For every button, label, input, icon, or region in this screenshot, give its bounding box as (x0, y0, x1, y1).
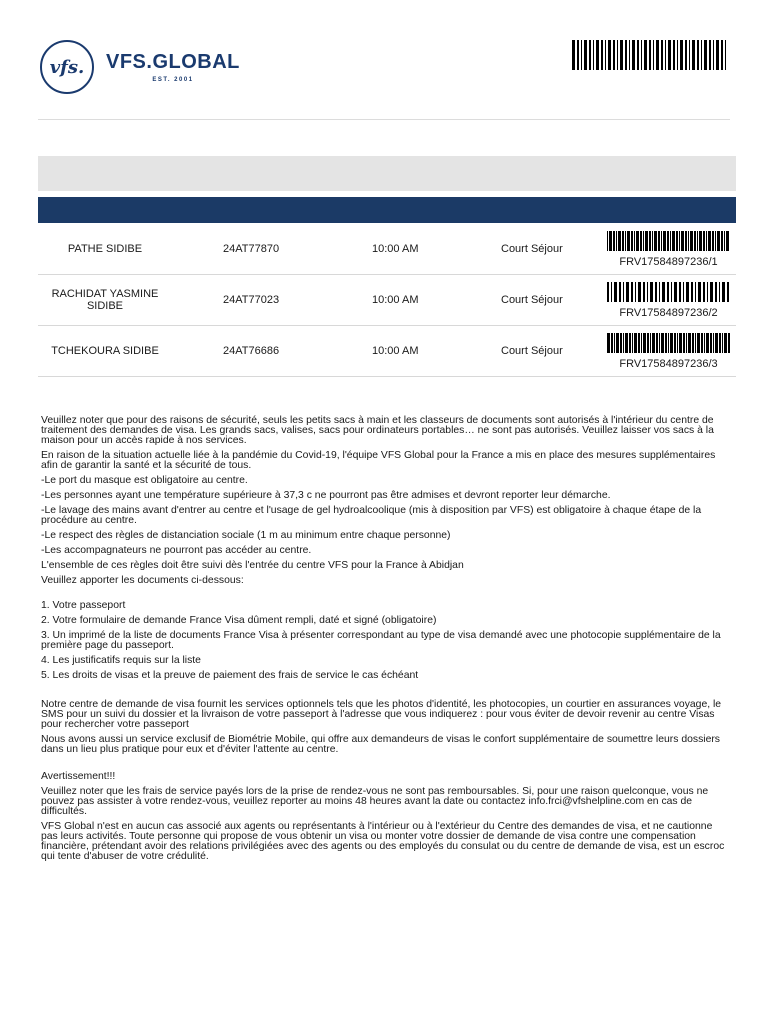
barcode-image (607, 231, 730, 251)
applicant-reference: 24AT76686 (223, 345, 280, 357)
table-row (38, 224, 736, 275)
warning-fees: Veuillez noter que les frais de service payés lors de la prise de rendez-vous ne sont pas remboursables. Si, pour une raison quelconque, vous ne pouvez pas assister à votre rendez-vous, veuillez reporter au moins 48 heures avant la date ou contactez info.frci@vfshelpline.com en cas de difficultés. (41, 786, 709, 817)
covid-rule: -Les personnes ayant une température supérieure à 37,3 c ne pourront pas être admises et devront reporter leur démarche. (41, 490, 611, 501)
document-item: 4. Les justificatifs requis sur la liste (41, 655, 201, 666)
appointment-time: 10:00 AM (372, 243, 419, 255)
document-item: 1. Votre passeport (41, 600, 126, 611)
applicant-reference: 24AT77870 (223, 243, 280, 255)
barcode-number: FRV17584897236/1 (619, 256, 718, 268)
covid-rule: -Le port du masque est obligatoire au centre. (41, 475, 248, 486)
table-row (38, 326, 736, 377)
barcode-image (572, 40, 730, 70)
services-notice: Notre centre de demande de visa fournit les services optionnels tels que les photos d'identité, les photocopies, un courtier en assurances voyage, le SMS pour un suivi du dossier et la livraison de votre passeport à l'adresse que vous indiquerez : pour vous éviter de devoir revenir au centre Visas pour rechercher votre passeport (41, 699, 722, 730)
document-item: 5. Les droits de visas et la preuve de paiement des frais de service le cas échéant (41, 670, 419, 681)
barcode-image (607, 282, 730, 302)
barcode-number: FRV17584897236/3 (619, 358, 718, 370)
barcode-cell (606, 275, 731, 325)
visa-type: Court Séjour (501, 243, 563, 255)
applicant-name: RACHIDAT YASMINE SIDIBE (51, 288, 159, 312)
covid-rule: -Le respect des règles de distanciation sociale (1 m au minimum entre chaque personne) (41, 530, 451, 541)
visa-type: Court Séjour (501, 294, 563, 306)
barcode-number: FRV17584897236/2 (619, 307, 718, 319)
table-row (38, 275, 736, 326)
documents-intro: Veuillez apporter les documents ci-dessous: (41, 575, 244, 586)
document-item: 3. Un imprimé de la liste de documents France Visa à présenter correspondant au type de visa demandé avec une photocopie supplémentaire de la première page du passeport. (41, 630, 721, 651)
logo-est: EST. 2001 (152, 77, 194, 83)
visa-type: Court Séjour (501, 345, 563, 357)
logo-mark: vfs. (40, 40, 94, 94)
warning-title: Avertissement!!! (41, 771, 116, 782)
security-notice: Veuillez noter que pour des raisons de sécurité, seuls les petits sacs à main et les classeurs de documents sont autorisés à l'intérieur du centre de traitement des demandes de visa. Les grands sacs, valises, sacs pour ordinateurs portables… ne sont pas autorisés. Veuillez laisser vos sacs à la maison pour un accès rapide à nos services. (41, 415, 714, 446)
instructions-text (41, 416, 731, 867)
logo-name: VFS.GLOBAL (106, 51, 240, 73)
barcode-cell (606, 326, 731, 376)
warning-agents: VFS Global n'est en aucun cas associé aux agents ou représentants à l'intérieur ou à l'extérieur du Centre des demandes de visa, et ne cautionne pas leurs activités. Toute personne qui propose de vous obtenir un visa ou monter votre dossier de demande de visa contre une compensation financière, prétendant avoir des relations privilégiées avec des agents ou des employés du consulat ou du centre de demande de visa, est un escroc qui tente d'abuser de votre crédulité. (41, 821, 725, 862)
covid-rule: -Les accompagnateurs ne pourront pas accéder au centre. (41, 545, 312, 556)
header-divider (38, 119, 730, 120)
covid-rule: -Le lavage des mains avant d'entrer au centre et l'usage de gel hydroalcoolique (mis à disposition par VFS) est obligatoire à chaque étape de la procédure au centre. (41, 505, 702, 526)
appointment-time: 10:00 AM (372, 345, 419, 357)
biometrics-notice: Nous avons aussi un service exclusif de Biométrie Mobile, qui offre aux demandeurs de visas le confort supplémentaire de soumettre leurs dossiers dans un lieu plus pratique pour eux et d'éviter l'attente au centre. (41, 734, 721, 755)
document-item: 2. Votre formulaire de demande France Visa dûment rempli, daté et signé (obligatoire) (41, 615, 437, 626)
logo-text (106, 51, 240, 83)
barcode-image (607, 333, 730, 353)
table-header-band (38, 197, 736, 223)
barcode-cell (606, 224, 731, 274)
applicant-name: PATHE SIDIBE (67, 243, 143, 255)
appointment-time: 10:00 AM (372, 294, 419, 306)
covid-intro: En raison de la situation actuelle liée à la pandémie du Covid-19, l'équipe VFS Global pour la France a mis en place des mesures supplémentaires afin de garantir la santé et la sécurité de tous. (41, 450, 716, 471)
title-band (38, 156, 736, 191)
applicant-reference: 24AT77023 (223, 294, 280, 306)
page-header (0, 0, 768, 120)
applicants-table (38, 224, 736, 377)
vfs-global-logo (40, 40, 240, 94)
rules-note: L'ensemble de ces règles doit être suivi dès l'entrée du centre VFS pour la France à Abidjan (41, 560, 464, 571)
applicant-name: TCHEKOURA SIDIBE (51, 345, 159, 357)
